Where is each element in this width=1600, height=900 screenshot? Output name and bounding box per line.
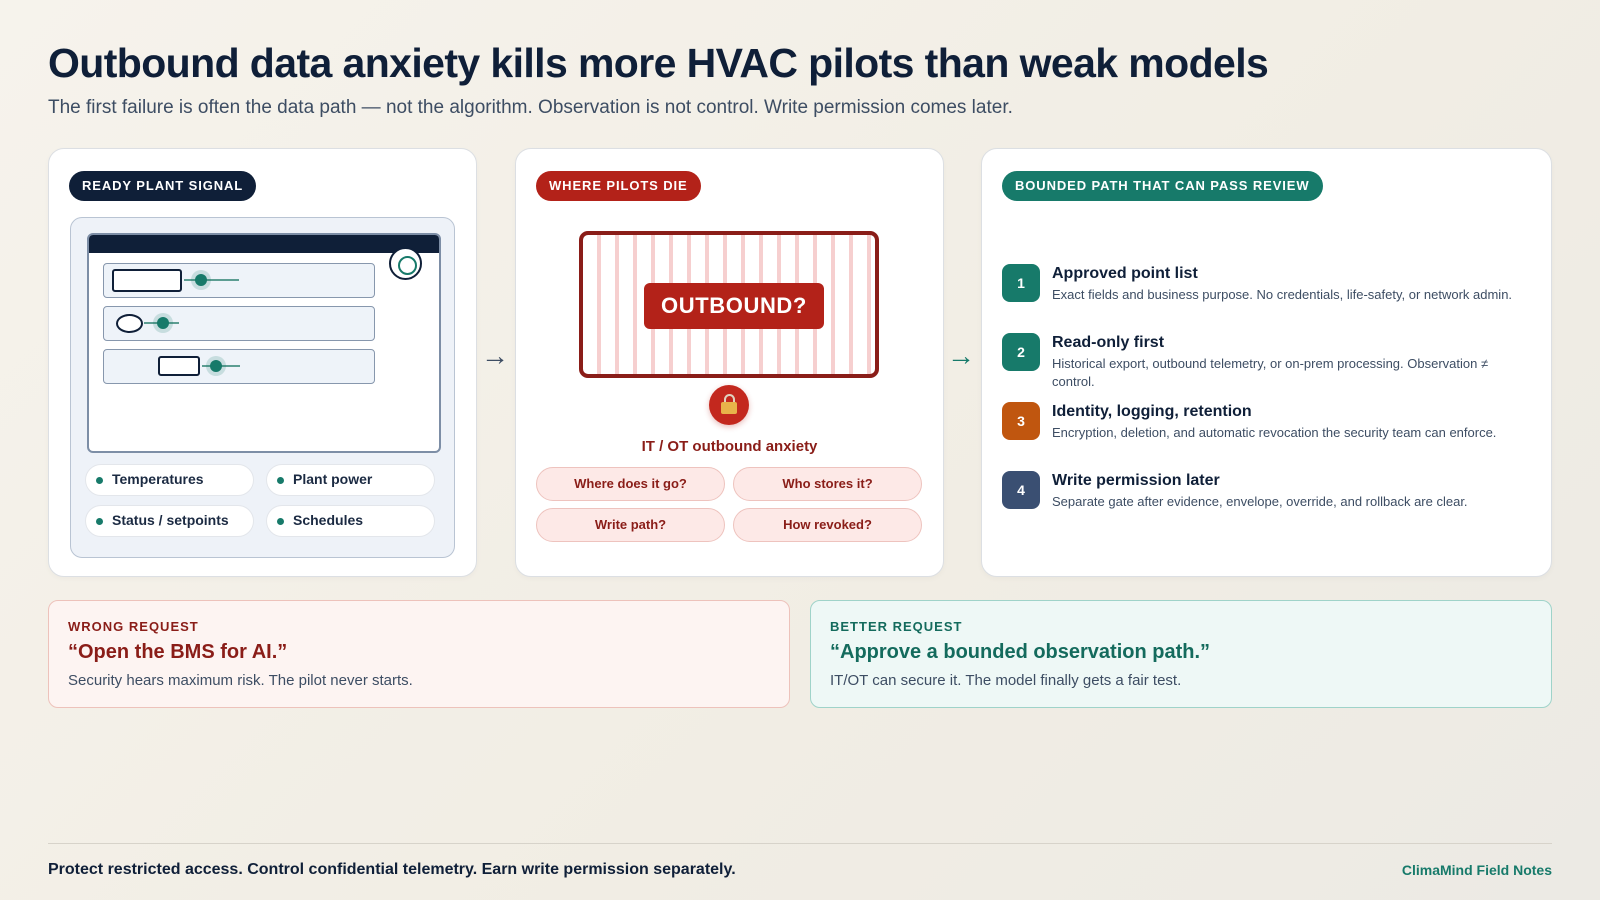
- ready-plant-signal-label: READY PLANT SIGNAL: [69, 171, 256, 201]
- step-number-badge: 4: [1002, 471, 1040, 509]
- step-title: Read-only first: [1052, 334, 1165, 351]
- outbound-anxiety-caption: IT / OT outbound anxiety: [641, 438, 818, 455]
- step-description: Historical export, outbound telemetry, or on-prem processing. Observation ≠ control.: [1052, 356, 1489, 389]
- wrong-request-box: [48, 600, 790, 708]
- signal-chip-temperatures: Temperatures: [85, 464, 254, 496]
- wrong-request-quote: “Open the BMS for AI.”: [68, 641, 288, 663]
- slider-dot-icon: [195, 274, 207, 286]
- where-pilots-die-label: WHERE PILOTS DIE: [536, 171, 701, 201]
- step-title: Write permission later: [1052, 472, 1220, 489]
- page-subtitle: The first failure is often the data path — not the algorithm. Observation is not control. Write permission comes later.: [48, 97, 1013, 118]
- better-request-quote: “Approve a bounded observation path.”: [830, 641, 1211, 663]
- question-chip: Write path?: [536, 508, 725, 542]
- signal-chip-status-setpoints: Status / setpoints: [85, 505, 254, 537]
- page-title: Outbound data anxiety kills more HVAC pilots than weak models: [48, 40, 1269, 86]
- control-row: [103, 306, 375, 341]
- bms-screen-titlebar: [89, 235, 439, 253]
- question-chip: Who stores it?: [733, 467, 922, 501]
- step-description: Exact fields and business purpose. No credentials, life-safety, or network admin.: [1052, 287, 1513, 302]
- control-row: [103, 349, 375, 384]
- step-number-badge: 1: [1002, 264, 1040, 302]
- outbound-badge: OUTBOUND?: [644, 283, 824, 329]
- flow-arrow-icon: →: [481, 340, 509, 371]
- step-description: Encryption, deletion, and automatic revocation the security team can enforce.: [1052, 425, 1497, 440]
- where-pilots-die-card: [515, 148, 944, 577]
- step-number-badge: 2: [1002, 333, 1040, 371]
- outbound-cage-illustration: [579, 231, 879, 378]
- step-title: Approved point list: [1052, 265, 1198, 282]
- bms-dashboard-illustration: [70, 217, 455, 558]
- flow-arrow-icon: →: [947, 340, 975, 371]
- slider-dot-icon: [157, 317, 169, 329]
- step-title: Identity, logging, retention: [1052, 403, 1252, 420]
- better-request-note: IT/OT can secure it. The model finally gets a fair test.: [830, 672, 1182, 689]
- bounded-path-card: [981, 148, 1552, 577]
- signal-chip-schedules: Schedules: [266, 505, 435, 537]
- dial-icon: [389, 247, 422, 280]
- lock-icon: [709, 385, 749, 425]
- signal-chip-plant-power: Plant power: [266, 464, 435, 496]
- better-request-tag: BETTER REQUEST: [830, 619, 963, 634]
- control-row: [103, 263, 375, 298]
- step-description: Separate gate after evidence, envelope, override, and rollback are clear.: [1052, 494, 1468, 509]
- better-request-box: [810, 600, 1552, 708]
- wrong-request-tag: WRONG REQUEST: [68, 619, 199, 634]
- wrong-request-note: Security hears maximum risk. The pilot never starts.: [68, 672, 413, 689]
- question-chip: Where does it go?: [536, 467, 725, 501]
- question-chip: How revoked?: [733, 508, 922, 542]
- footer-brand: ClimaMind Field Notes: [1401, 862, 1552, 878]
- bms-screen: [87, 233, 441, 453]
- bounded-path-label: BOUNDED PATH THAT CAN PASS REVIEW: [1002, 171, 1323, 201]
- footer-divider: [48, 843, 1552, 844]
- footer-tagline: Protect restricted access. Control confidential telemetry. Earn write permission separately.: [48, 861, 736, 878]
- ready-plant-signal-card: [48, 148, 477, 577]
- slider-dot-icon: [210, 360, 222, 372]
- step-number-badge: 3: [1002, 402, 1040, 440]
